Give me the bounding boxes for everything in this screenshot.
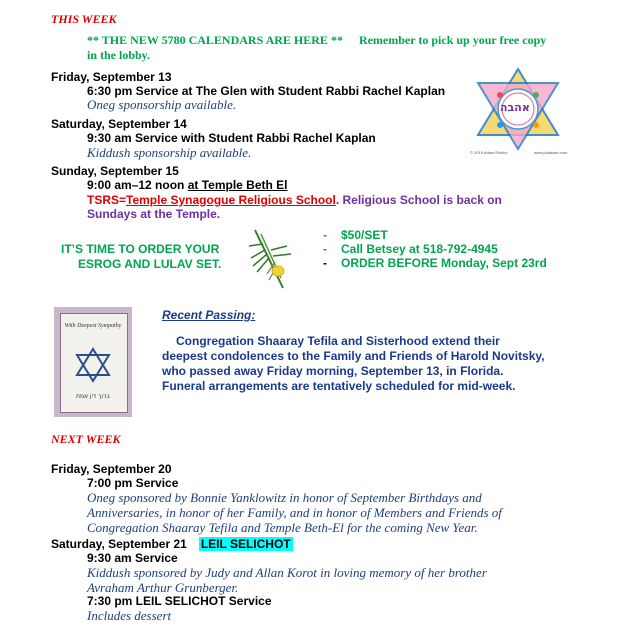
next-friday-note: Congregation Shaaray Tefila and Temple Beth-El for the coming New Year. <box>87 520 478 535</box>
logo-credit-right: www.judaicart.com <box>534 150 568 155</box>
passing-line: Funeral arrangements are tentatively scheduled for mid-week. <box>162 379 516 393</box>
esrog-bullet: - $50/SET <box>323 228 388 242</box>
leil-selichot-highlight: LEIL SELICHOT <box>200 537 291 551</box>
friday-date: Friday, September 13 <box>51 70 172 84</box>
tsrs-line-cont: Sundays at the Temple. <box>87 207 221 221</box>
this-week-heading: THIS WEEK <box>51 12 117 26</box>
passing-line: deepest condolences to the Family and Friends of Harold Novitsky, <box>162 349 545 363</box>
lulav-esrog-image <box>245 228 295 292</box>
next-friday-note: Oneg sponsored by Bonnie Yanklowitz in honor of September Birthdays and <box>87 490 482 505</box>
temple-beth-el-link: at Temple Beth El <box>187 178 288 192</box>
esrog-bullet: - Call Betsey at 518-792-4945 <box>323 242 498 256</box>
ahava-hebrew-text: אהבה <box>500 101 530 114</box>
sympathy-card-image <box>54 307 132 417</box>
calendar-notice-cont: in the lobby. <box>87 48 151 62</box>
friday-oneg-note: Oneg sponsorship available. <box>87 97 237 112</box>
next-saturday-service: 9:30 am Service <box>87 551 178 565</box>
esrog-bullet: - ORDER BEFORE Monday, Sept 23rd <box>323 256 547 270</box>
next-friday-service: 7:00 pm Service <box>87 476 179 490</box>
recent-passing-title: Recent Passing: <box>162 308 256 322</box>
saturday-date: Saturday, September 14 <box>51 117 187 131</box>
next-friday-date: Friday, September 20 <box>51 462 172 476</box>
logo-credit-left: © 2019 Adam Ehrlich <box>470 150 508 155</box>
saturday-kiddush-note: Kiddush sponsorship available. <box>87 145 252 160</box>
sympathy-card-text: With Deepest Sympathy <box>64 323 122 329</box>
selichot-service: 7:30 pm LEIL SELICHOT Service <box>87 594 272 608</box>
ahava-star-logo <box>470 67 566 157</box>
next-saturday-note: Avraham Arthur Grunberger. <box>87 580 239 595</box>
esrog-heading-2: ESROG AND LULAV SET. <box>78 257 222 271</box>
next-saturday-note: Kiddush sponsored by Judy and Allan Korot in loving memory of her brother <box>87 565 487 580</box>
esrog-heading-1: IT’S TIME TO ORDER YOUR <box>61 242 220 256</box>
tsrs-line: TSRS=Temple Synagogue Religious School. Religious School is back on <box>87 193 502 207</box>
saturday-service: 9:30 am Service with Student Rabbi Rachel Kaplan <box>87 131 376 145</box>
sunday-date: Sunday, September 15 <box>51 164 179 178</box>
calendar-notice: ** THE NEW 5780 CALENDARS ARE HERE ** Remember to pick up your free copy <box>87 33 547 47</box>
friday-service: 6:30 pm Service at The Glen with Student Rabbi Rachel Kaplan <box>87 84 446 98</box>
selichot-dessert-note: Includes dessert <box>87 608 172 623</box>
sunday-time: 9:00 am–12 noon at Temple Beth El <box>87 178 288 192</box>
passing-line: who passed away Friday morning, September 13, in Florida. <box>162 364 504 378</box>
lulav-icon <box>245 228 295 292</box>
tsrs-link: Temple Synagogue Religious School <box>126 193 336 207</box>
star-of-david-icon <box>74 347 112 383</box>
passing-line: Congregation Shaaray Tefila and Sisterhood extend their <box>176 334 500 348</box>
next-friday-note: Anniversaries, in honor of her Family, and in honor of Members and Friends of <box>87 505 502 520</box>
next-week-heading: NEXT WEEK <box>51 432 121 446</box>
next-saturday-date: Saturday, September 21 LEIL SELICHOT <box>51 537 291 551</box>
sympathy-card-hebrew: ברוך דין אמת <box>76 393 110 400</box>
